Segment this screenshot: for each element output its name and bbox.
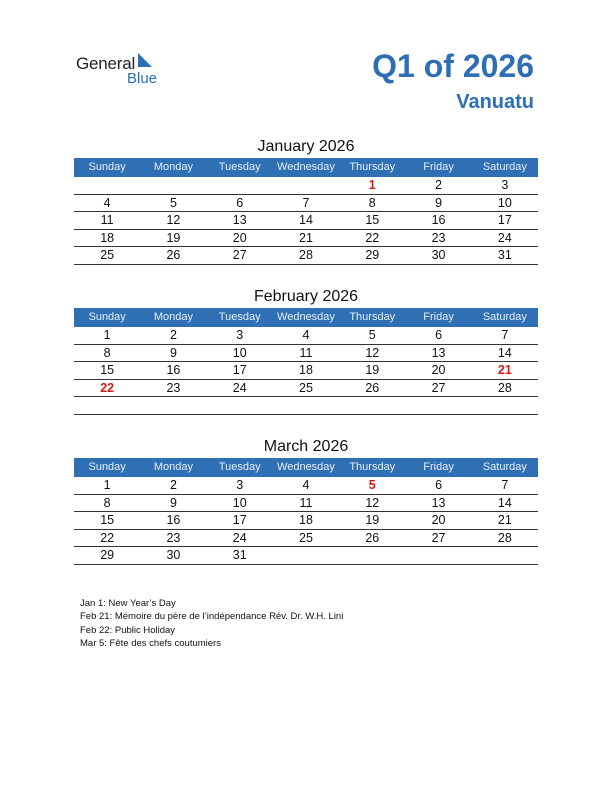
day-cell: 11 <box>100 213 114 227</box>
day-cell: 6 <box>435 328 443 342</box>
weekday-label: Saturday <box>482 311 527 323</box>
weekday-header <box>74 458 538 477</box>
day-cell: 16 <box>166 363 181 377</box>
weekday-label: Wednesday <box>277 311 335 323</box>
day-cell: 12 <box>365 495 380 510</box>
week-row <box>74 362 538 380</box>
day-cell: 16 <box>431 213 446 227</box>
day-cell <box>207 397 273 414</box>
weekday-header <box>74 158 538 177</box>
day-cell <box>405 547 471 564</box>
day-cell: 29 <box>100 548 115 562</box>
day-cell: 7 <box>501 328 509 342</box>
day-cell: 14 <box>497 495 512 510</box>
day-cell: 26 <box>365 530 380 545</box>
week-row <box>74 530 538 548</box>
day-cell: 28 <box>497 380 512 395</box>
day-cell: 7 <box>302 195 310 210</box>
weekday-label: Saturday <box>482 161 527 173</box>
day-cell <box>74 397 140 414</box>
day-cell <box>74 177 140 194</box>
day-cell: 3 <box>236 478 244 492</box>
day-cell: 13 <box>431 495 446 510</box>
week-row <box>74 512 538 530</box>
day-cell: 8 <box>103 345 111 360</box>
day-cell: 22 <box>100 530 115 545</box>
weekday-label: Friday <box>423 161 454 173</box>
day-cell <box>339 547 405 564</box>
day-cell: 17 <box>232 363 247 377</box>
day-cell: 2 <box>169 478 177 492</box>
day-cell: 5 <box>368 328 376 342</box>
holiday-note: Feb 21: Mémoire du père de l’indépendance Rév. Dr. W.H. Lini <box>80 611 344 623</box>
weekday-label: Monday <box>153 161 193 173</box>
day-cell: 25 <box>100 248 115 262</box>
day-cell: 3 <box>236 328 244 342</box>
day-cell: 24 <box>497 230 512 245</box>
week-row <box>74 247 538 265</box>
day-cell: 14 <box>299 213 313 227</box>
day-cell: 30 <box>166 548 181 562</box>
day-cell: 25 <box>299 380 313 395</box>
day-cell: 31 <box>232 548 247 562</box>
day-cell: 21 <box>299 230 313 245</box>
day-cell: 2 <box>435 178 443 192</box>
day-cell: 1 <box>368 178 376 192</box>
day-cell: 27 <box>431 380 446 395</box>
week-row <box>74 327 538 345</box>
day-cell: 23 <box>166 530 181 545</box>
weekday-label: Sunday <box>88 161 126 173</box>
month-calendar <box>74 436 538 565</box>
day-cell: 22 <box>100 380 115 395</box>
day-cell: 10 <box>497 195 512 210</box>
day-cell: 24 <box>232 530 247 545</box>
day-cell: 19 <box>365 513 380 527</box>
day-cell: 9 <box>169 495 177 510</box>
day-cell: 13 <box>232 213 247 227</box>
day-cell: 26 <box>365 380 380 395</box>
day-cell <box>472 397 538 414</box>
day-cell <box>207 177 273 194</box>
day-cell: 20 <box>232 230 247 245</box>
logo-text-general: General <box>76 54 136 73</box>
day-cell: 27 <box>232 248 247 262</box>
weekday-label: Tuesday <box>218 461 261 473</box>
day-cell: 28 <box>497 530 512 545</box>
month-calendar <box>74 286 538 415</box>
holiday-note: Jan 1: New Year’s Day <box>80 598 176 609</box>
day-cell: 28 <box>299 248 313 262</box>
day-cell: 5 <box>368 478 376 492</box>
day-cell <box>405 397 471 414</box>
day-cell: 18 <box>100 230 115 245</box>
week-row <box>74 477 538 495</box>
weekday-label: Friday <box>423 461 454 473</box>
week-row <box>74 212 538 230</box>
day-cell: 17 <box>497 213 512 227</box>
day-cell: 18 <box>299 363 313 377</box>
weekday-label: Monday <box>153 461 193 473</box>
day-cell: 20 <box>431 363 446 377</box>
month-title: February 2026 <box>253 288 359 305</box>
weekday-label: Monday <box>153 311 193 323</box>
day-cell <box>273 547 339 564</box>
holiday-note: Feb 22: Public Holiday <box>80 624 176 636</box>
day-cell: 8 <box>368 195 376 210</box>
day-cell: 16 <box>166 513 181 527</box>
day-cell: 10 <box>232 345 247 360</box>
month-calendar <box>74 136 538 265</box>
weekday-label: Tuesday <box>218 311 261 323</box>
weekday-label: Wednesday <box>277 161 335 173</box>
month-title: January 2026 <box>257 138 355 155</box>
week-row <box>74 495 538 513</box>
day-cell: 4 <box>103 195 111 210</box>
day-cell: 30 <box>431 248 446 262</box>
day-cell <box>472 547 538 564</box>
day-cell: 15 <box>100 363 115 377</box>
week-row <box>74 380 538 398</box>
day-cell: 13 <box>431 345 446 360</box>
day-cell: 24 <box>232 380 247 395</box>
day-cell: 15 <box>365 213 380 227</box>
day-cell: 21 <box>497 513 512 527</box>
weekday-label: Wednesday <box>277 461 335 473</box>
day-cell: 5 <box>169 195 177 210</box>
weekday-label: Thursday <box>349 461 396 473</box>
day-cell: 8 <box>103 495 111 510</box>
day-cell: 4 <box>302 328 310 342</box>
day-cell: 14 <box>497 345 512 360</box>
weekday-label: Saturday <box>482 461 527 473</box>
day-cell: 6 <box>435 478 443 492</box>
day-cell: 26 <box>166 248 181 262</box>
day-cell: 23 <box>166 380 181 395</box>
day-cell: 21 <box>497 363 512 377</box>
day-cell: 27 <box>431 530 446 545</box>
quarter-title: Q1 of 2026 <box>372 48 534 84</box>
week-row <box>74 547 538 565</box>
week-row <box>74 230 538 248</box>
day-cell: 20 <box>431 513 446 527</box>
day-cell: 22 <box>365 230 380 245</box>
day-cell: 12 <box>166 213 181 227</box>
month-title: March 2026 <box>263 438 349 455</box>
day-cell <box>273 397 339 414</box>
week-row <box>74 397 538 415</box>
weekday-label: Thursday <box>349 161 396 173</box>
holiday-notes <box>80 597 343 650</box>
day-cell: 9 <box>435 195 443 210</box>
day-cell: 2 <box>169 328 177 342</box>
day-cell <box>339 397 405 414</box>
day-cell: 10 <box>232 495 247 510</box>
day-cell: 11 <box>299 495 313 510</box>
day-cell: 3 <box>501 178 509 192</box>
weekday-label: Friday <box>423 311 454 323</box>
day-cell: 1 <box>103 328 111 342</box>
day-cell: 1 <box>103 478 111 492</box>
day-cell: 25 <box>299 530 313 545</box>
day-cell: 7 <box>501 478 509 492</box>
week-row <box>74 345 538 363</box>
day-cell: 23 <box>431 230 446 245</box>
day-cell: 31 <box>497 248 512 262</box>
week-row <box>74 177 538 195</box>
day-cell: 11 <box>299 345 313 360</box>
logo-text-blue: Blue <box>127 70 158 87</box>
weekday-label: Sunday <box>88 311 126 323</box>
day-cell: 6 <box>236 195 244 210</box>
day-cell <box>273 177 339 194</box>
country-name: Vanuatu <box>456 91 534 113</box>
day-cell: 18 <box>299 513 313 527</box>
day-cell: 15 <box>100 513 115 527</box>
day-cell: 29 <box>365 248 380 262</box>
day-cell: 19 <box>166 230 181 245</box>
day-cell: 19 <box>365 363 380 377</box>
weekday-label: Thursday <box>349 311 396 323</box>
day-cell <box>140 397 206 414</box>
logo-triangle-icon <box>138 53 154 69</box>
day-cell: 12 <box>365 345 380 360</box>
day-cell: 17 <box>232 513 247 527</box>
day-cell: 4 <box>302 478 310 492</box>
weekday-label: Sunday <box>88 461 126 473</box>
holiday-note: Mar 5: Fête des chefs coutumiers <box>80 637 221 649</box>
generalblue-logo <box>76 52 186 92</box>
day-cell <box>140 177 206 194</box>
weekday-label: Tuesday <box>218 161 261 173</box>
week-row <box>74 195 538 213</box>
day-cell: 9 <box>169 345 177 360</box>
weekday-header <box>74 308 538 327</box>
